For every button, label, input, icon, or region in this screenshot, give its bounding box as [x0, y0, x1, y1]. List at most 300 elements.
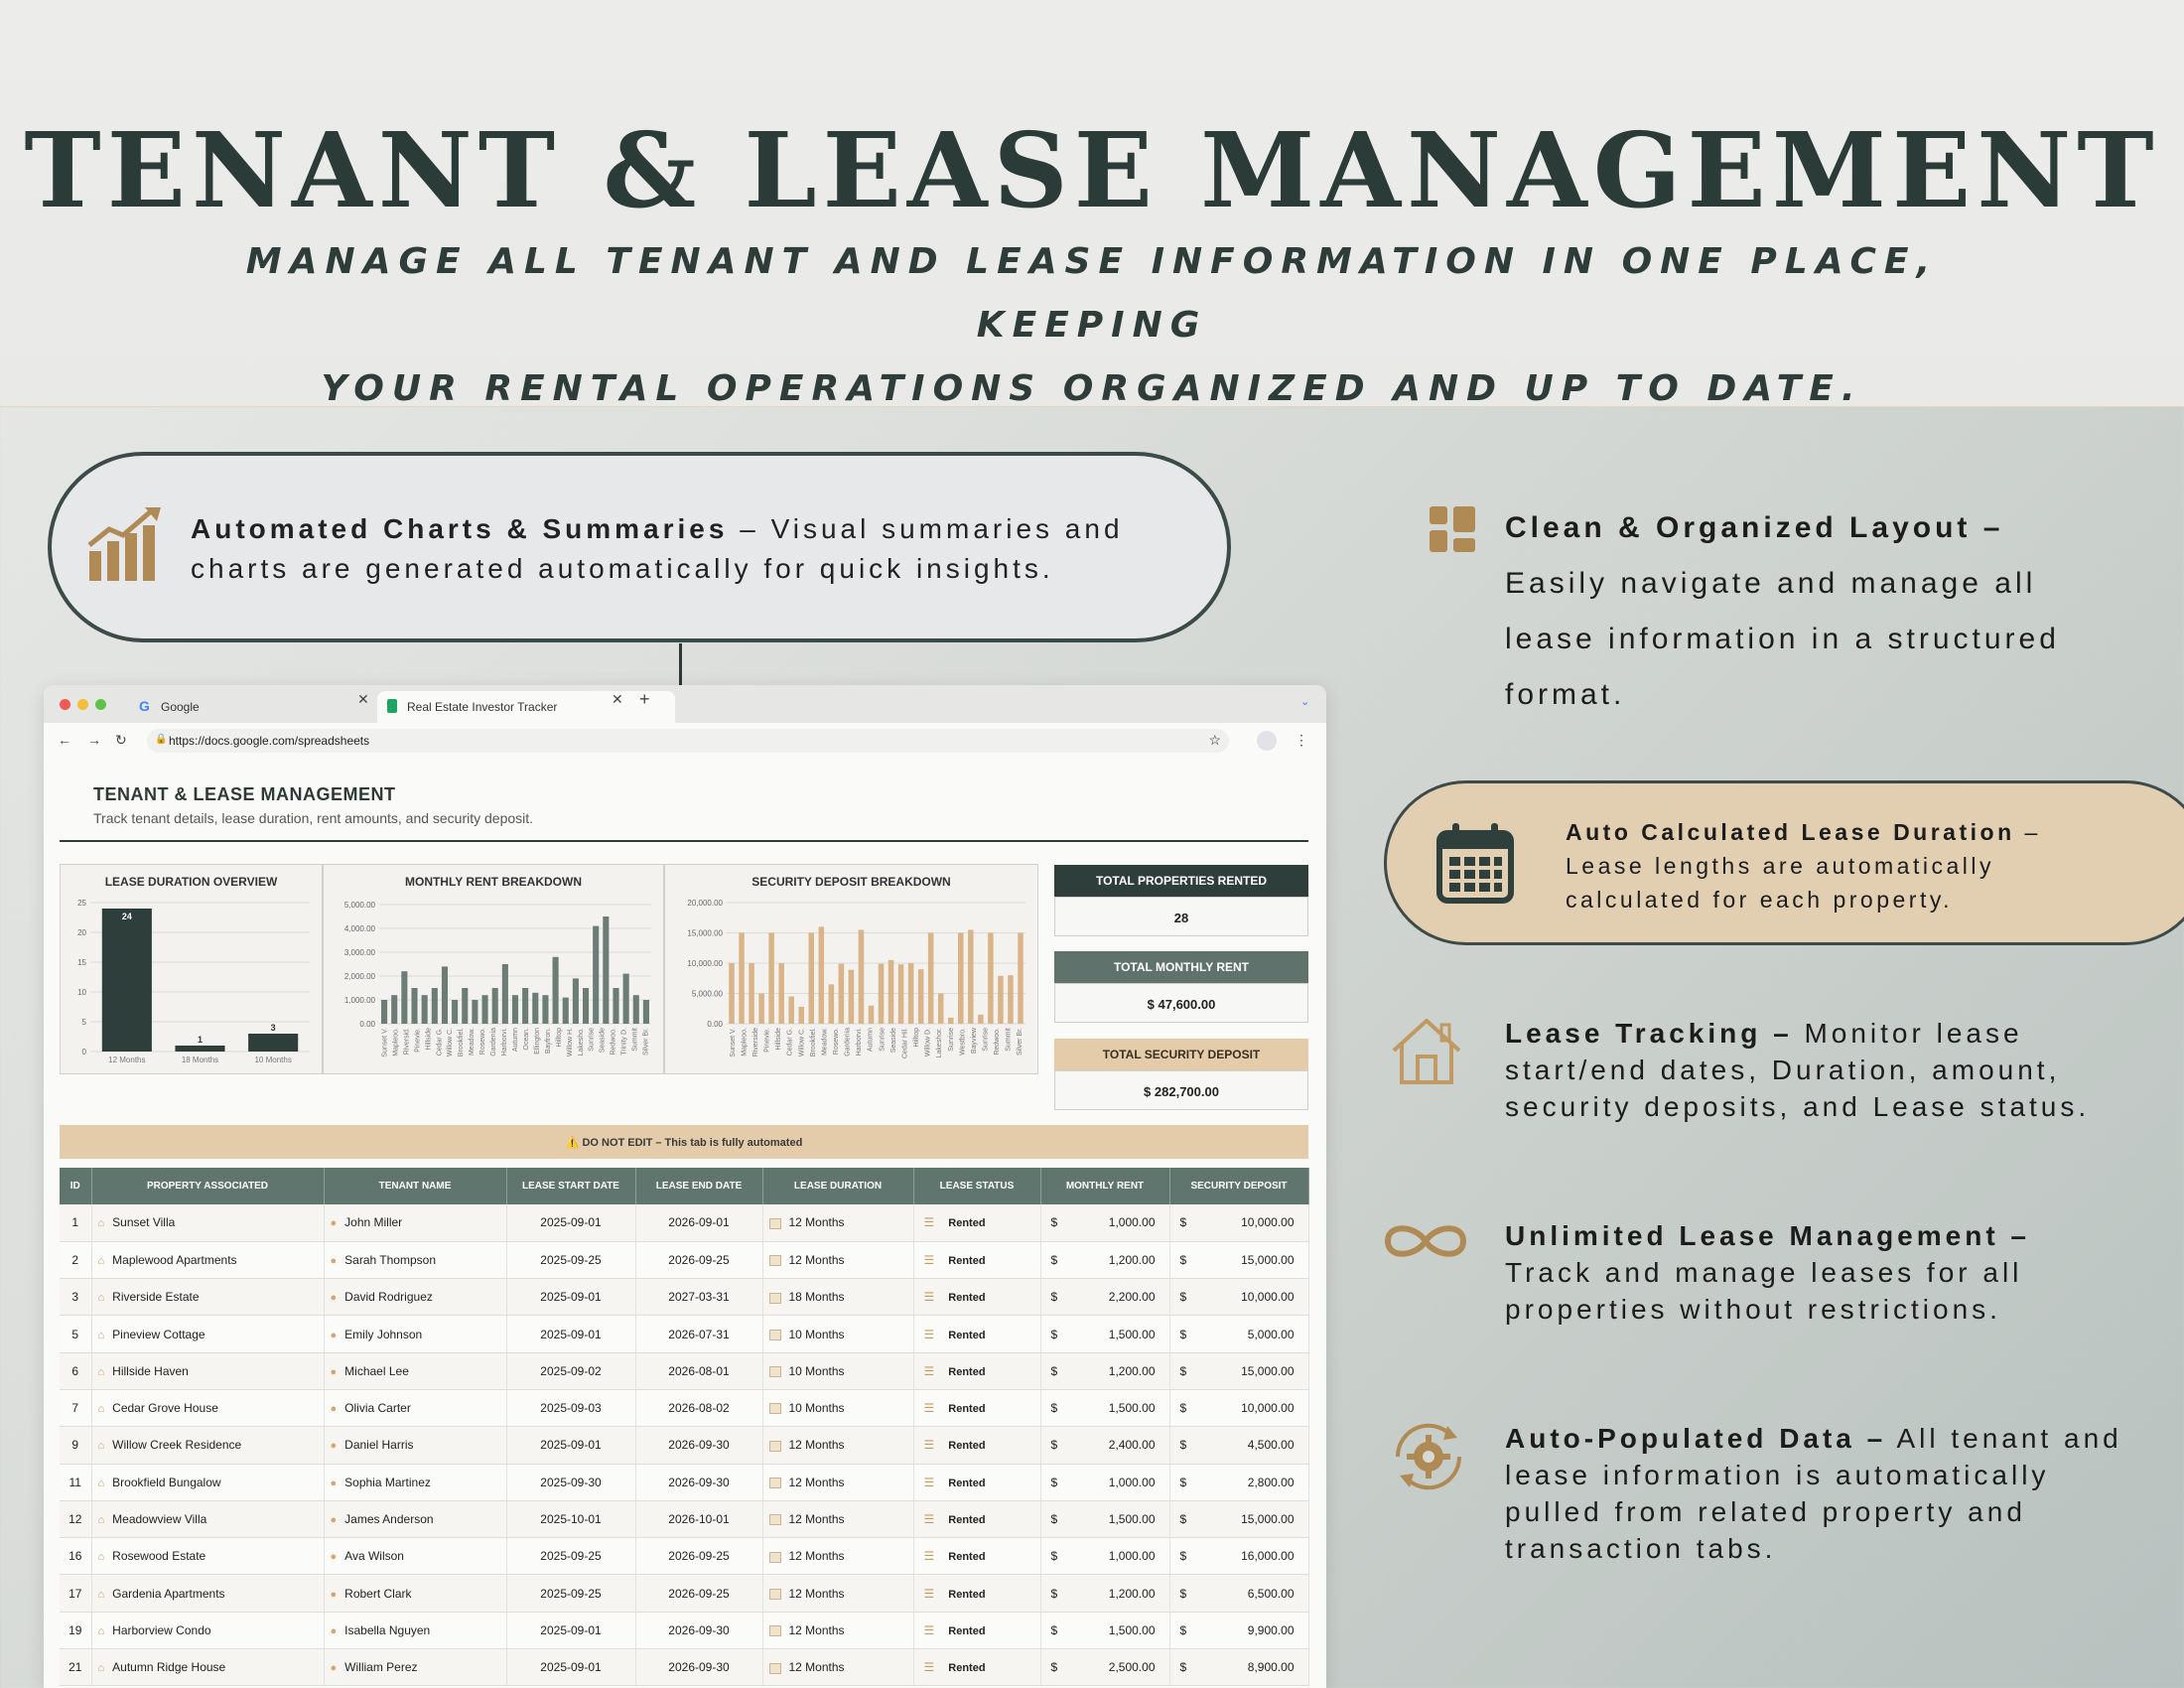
cell-property[interactable] — [91, 1316, 324, 1352]
col-header-id[interactable]: ID — [60, 1168, 91, 1204]
house-icon: ⌂ — [97, 1365, 105, 1378]
house-icon: ⌂ — [97, 1440, 105, 1453]
x-tick-label: Sunrise — [879, 1028, 887, 1052]
rent-amount: 1,500.00 — [1108, 1512, 1156, 1527]
cell-end-date[interactable]: 2026-09-30 — [635, 1649, 762, 1686]
bar — [1008, 975, 1014, 1024]
browser-tab-google[interactable] — [131, 691, 359, 723]
cell-end-date[interactable]: 2026-10-01 — [635, 1500, 762, 1537]
x-tick-label: Rosewo. — [832, 1028, 840, 1055]
x-tick-label: Ellington — [533, 1028, 541, 1055]
bar — [472, 1000, 478, 1024]
cell-duration[interactable] — [762, 1500, 913, 1537]
table-row[interactable] — [60, 1279, 1308, 1316]
cell-property[interactable] — [91, 1427, 324, 1464]
property-name: Harborview Condo — [112, 1622, 211, 1637]
bar — [938, 994, 944, 1025]
status-text: Rented — [948, 1662, 986, 1675]
cell-security-deposit[interactable] — [1169, 1241, 1308, 1278]
cell-property[interactable] — [91, 1612, 324, 1648]
cell-monthly-rent[interactable] — [1040, 1427, 1169, 1464]
cell-status[interactable] — [913, 1538, 1040, 1575]
cell-security-deposit[interactable] — [1169, 1316, 1308, 1352]
table-row[interactable] — [60, 1464, 1308, 1500]
cell-duration[interactable] — [762, 1575, 913, 1612]
cell-end-date[interactable]: 2026-07-31 — [635, 1316, 762, 1352]
sheet-title: TENANT & LEASE MANAGEMENT — [93, 784, 396, 804]
rent-amount: 1,200.00 — [1108, 1586, 1156, 1601]
lease-table — [60, 1168, 1309, 1686]
deposit-amount: 10,000.00 — [1241, 1215, 1295, 1230]
table-header-row — [60, 1168, 1308, 1204]
bar — [553, 957, 559, 1024]
cell-tenant[interactable] — [324, 1204, 506, 1241]
y-tick-label: 15,000.00 — [687, 928, 723, 938]
cell-status[interactable] — [913, 1612, 1040, 1648]
duration-text: 10 Months — [788, 1327, 845, 1341]
table-row[interactable] — [60, 1352, 1308, 1389]
cell-duration[interactable] — [762, 1352, 913, 1389]
y-tick-label: 10,000.00 — [687, 959, 723, 968]
close-window-button[interactable] — [60, 699, 70, 710]
more-options-icon[interactable]: ⋮ — [1295, 732, 1308, 748]
cell-tenant[interactable] — [324, 1500, 506, 1537]
money-wrapper — [1170, 1253, 1308, 1267]
cell-start-date[interactable]: 2025-09-25 — [506, 1575, 635, 1612]
calendar-icon — [769, 1514, 781, 1525]
cell-status[interactable] — [913, 1427, 1040, 1464]
money-wrapper — [1041, 1512, 1169, 1526]
cell-status[interactable] — [913, 1279, 1040, 1316]
deposit-amount: 6,500.00 — [1247, 1586, 1295, 1601]
cell-property[interactable] — [91, 1649, 324, 1686]
table-row[interactable] — [60, 1649, 1308, 1686]
x-tick-label: Hillside — [425, 1028, 433, 1051]
x-tick-label: Brookfiel. — [458, 1028, 466, 1057]
col-header-end-date[interactable]: LEASE END DATE — [635, 1168, 762, 1204]
url-text: https://docs.google.com/spreadsheets — [169, 734, 370, 748]
currency-symbol: $ — [1179, 1660, 1187, 1675]
currency-symbol: $ — [1050, 1586, 1058, 1601]
cell-monthly-rent[interactable] — [1040, 1538, 1169, 1575]
table-row[interactable] — [60, 1427, 1308, 1464]
cell-security-deposit[interactable] — [1169, 1389, 1308, 1426]
cell-duration[interactable] — [762, 1241, 913, 1278]
deposit-amount: 9,900.00 — [1247, 1622, 1295, 1637]
kpi-value-monthly-rent: $ 47,600.00 — [1054, 983, 1308, 1023]
money-wrapper — [1041, 1401, 1169, 1415]
kpi-label-security-deposit: TOTAL SECURITY DEPOSIT — [1054, 1039, 1308, 1070]
money-wrapper — [1170, 1476, 1308, 1489]
cell-start-date[interactable]: 2025-09-30 — [506, 1464, 635, 1500]
cell-security-deposit[interactable] — [1169, 1538, 1308, 1575]
bar — [492, 988, 498, 1024]
kpi-value-properties: 28 — [1054, 897, 1308, 936]
cell-duration[interactable] — [762, 1389, 913, 1426]
bar — [502, 964, 508, 1024]
x-tick-label: Willow C. — [447, 1028, 455, 1057]
property-name: Sunset Villa — [112, 1215, 176, 1230]
cell-id[interactable]: 5 — [60, 1316, 91, 1352]
y-tick-label: 15 — [77, 958, 86, 967]
cell-tenant[interactable] — [324, 1427, 506, 1464]
tenant-name: Sarah Thompson — [344, 1252, 436, 1267]
bar — [869, 1006, 875, 1024]
cell-property[interactable] — [91, 1389, 324, 1426]
cell-status[interactable] — [913, 1649, 1040, 1686]
tenant-name: Isabella Nguyen — [344, 1622, 431, 1637]
tenant-name: Daniel Harris — [344, 1438, 414, 1453]
browser-tab-tracker[interactable] — [377, 691, 675, 723]
cell-property[interactable] — [91, 1279, 324, 1316]
cell-tenant[interactable] — [324, 1352, 506, 1389]
new-tab-icon[interactable]: + — [639, 689, 650, 709]
cell-duration[interactable] — [762, 1649, 913, 1686]
cell-start-date[interactable]: 2025-09-01 — [506, 1649, 635, 1686]
cell-monthly-rent[interactable] — [1040, 1389, 1169, 1426]
cell-security-deposit[interactable] — [1169, 1464, 1308, 1500]
currency-symbol: $ — [1179, 1363, 1187, 1378]
duration-text: 12 Months — [788, 1512, 845, 1527]
bar — [633, 995, 639, 1024]
chart-title-security-deposit: SECURITY DEPOSIT BREAKDOWN — [751, 875, 951, 889]
table-row[interactable] — [60, 1500, 1308, 1537]
currency-symbol: $ — [1050, 1438, 1058, 1453]
col-header-tenant[interactable]: TENANT NAME — [324, 1168, 506, 1204]
cell-property[interactable] — [91, 1500, 324, 1537]
cell-end-date[interactable]: 2026-08-02 — [635, 1389, 762, 1426]
currency-symbol: $ — [1050, 1327, 1058, 1341]
cell-start-date[interactable]: 2025-09-25 — [506, 1241, 635, 1278]
cell-monthly-rent[interactable] — [1040, 1575, 1169, 1612]
feature-lease-tracking-heading: Lease Tracking – — [1505, 1018, 1793, 1049]
cell-end-date[interactable]: 2026-09-01 — [635, 1204, 762, 1241]
gear-sync-icon — [1390, 1418, 1467, 1495]
x-tick-label: Meadow. — [469, 1028, 477, 1056]
callout-body: – Visual summaries and charts are generated automatically for quick insights. — [191, 513, 1124, 584]
x-tick-label: Ocean. — [522, 1028, 530, 1051]
house-icon: ⌂ — [97, 1514, 105, 1527]
bar — [401, 971, 407, 1024]
table-row[interactable] — [60, 1204, 1308, 1241]
table-row[interactable] — [60, 1612, 1308, 1648]
bar — [583, 988, 589, 1024]
cell-start-date[interactable]: 2025-09-01 — [506, 1427, 635, 1464]
calendar-icon — [769, 1441, 781, 1452]
cell-end-date[interactable]: 2027-03-31 — [635, 1279, 762, 1316]
cell-monthly-rent[interactable] — [1040, 1612, 1169, 1648]
cell-end-date[interactable]: 2026-09-30 — [635, 1427, 762, 1464]
cell-security-deposit[interactable] — [1169, 1500, 1308, 1537]
feature-clean-layout-line-3: format. — [1505, 678, 1626, 711]
feature-auto-populated-body: All tenant and lease information is automatically pulled from related property and transaction tabs. — [1505, 1423, 2122, 1564]
table-row[interactable] — [60, 1389, 1308, 1426]
x-tick-label: Willow D. — [924, 1028, 932, 1057]
cell-start-date[interactable]: 2025-09-02 — [506, 1352, 635, 1389]
callout-lease-duration-text — [1566, 815, 2121, 916]
x-tick-label: Lakesho. — [577, 1028, 585, 1056]
close-tab-tracker-icon[interactable]: ✕ — [612, 691, 623, 707]
cell-id[interactable]: 1 — [60, 1204, 91, 1241]
bar — [749, 963, 754, 1024]
cell-start-date[interactable]: 2025-09-25 — [506, 1538, 635, 1575]
rent-amount: 1,500.00 — [1108, 1622, 1156, 1637]
cell-tenant[interactable] — [324, 1575, 506, 1612]
person-icon: ● — [330, 1329, 338, 1341]
cell-monthly-rent[interactable] — [1040, 1279, 1169, 1316]
cell-id[interactable]: 7 — [60, 1389, 91, 1426]
money-wrapper — [1041, 1623, 1169, 1637]
cell-end-date[interactable]: 2026-09-25 — [635, 1241, 762, 1278]
table-row[interactable] — [60, 1241, 1308, 1278]
status-text: Rented — [948, 1329, 986, 1341]
status-text: Rented — [948, 1365, 986, 1378]
x-tick-label: Harborvi. — [501, 1028, 509, 1056]
house-icon: ⌂ — [97, 1217, 105, 1230]
house-icon: ⌂ — [97, 1329, 105, 1341]
do-not-edit-banner: ⚠️ DO NOT EDIT – This tab is fully automated — [60, 1125, 1308, 1159]
cell-id[interactable]: 6 — [60, 1352, 91, 1389]
chart-title-lease-duration: LEASE DURATION OVERVIEW — [104, 875, 278, 889]
cell-tenant[interactable] — [324, 1241, 506, 1278]
status-text: Rented — [948, 1440, 986, 1453]
status-text: Rented — [948, 1292, 986, 1305]
money-wrapper — [1170, 1587, 1308, 1601]
currency-symbol: $ — [1179, 1475, 1187, 1489]
house-icon: ⌂ — [97, 1624, 105, 1637]
cell-end-date[interactable]: 2026-09-30 — [635, 1464, 762, 1500]
cell-id[interactable]: 16 — [60, 1538, 91, 1575]
bar — [859, 929, 865, 1024]
currency-symbol: $ — [1179, 1438, 1187, 1453]
forward-icon[interactable]: → — [87, 732, 101, 748]
cell-status[interactable] — [913, 1389, 1040, 1426]
cell-tenant[interactable] — [324, 1649, 506, 1686]
tenant-name: Emily Johnson — [344, 1327, 423, 1341]
cell-property[interactable] — [91, 1464, 324, 1500]
col-header-duration[interactable]: LEASE DURATION — [762, 1168, 913, 1204]
col-header-monthly-rent[interactable]: MONTHLY RENT — [1040, 1168, 1169, 1204]
rent-amount: 2,200.00 — [1108, 1290, 1156, 1305]
cell-id[interactable]: 2 — [60, 1241, 91, 1278]
money-wrapper — [1041, 1476, 1169, 1489]
cell-start-date[interactable]: 2025-09-01 — [506, 1316, 635, 1352]
cell-monthly-rent[interactable] — [1040, 1649, 1169, 1686]
cell-security-deposit[interactable] — [1169, 1575, 1308, 1612]
cell-start-date[interactable]: 2025-10-01 — [506, 1500, 635, 1537]
cell-id[interactable]: 12 — [60, 1500, 91, 1537]
cell-tenant[interactable] — [324, 1612, 506, 1648]
sheets-icon — [387, 699, 397, 713]
cell-duration[interactable] — [762, 1538, 913, 1575]
close-tab-google-icon[interactable]: ✕ — [357, 691, 369, 707]
cell-end-date[interactable]: 2026-08-01 — [635, 1352, 762, 1389]
back-icon[interactable]: ← — [58, 732, 71, 748]
bar — [573, 978, 579, 1024]
bar — [879, 964, 885, 1024]
cell-monthly-rent[interactable] — [1040, 1464, 1169, 1500]
person-icon: ● — [330, 1624, 338, 1637]
cell-status[interactable] — [913, 1500, 1040, 1537]
status-text: Rented — [948, 1551, 986, 1564]
x-tick-label: Rosewo. — [479, 1028, 487, 1055]
cell-monthly-rent[interactable] — [1040, 1352, 1169, 1389]
cell-id[interactable]: 19 — [60, 1612, 91, 1648]
x-tick-label: Pinevie. — [763, 1028, 771, 1053]
table-row[interactable] — [60, 1575, 1308, 1612]
tenant-name: Olivia Carter — [344, 1401, 411, 1416]
cell-duration[interactable] — [762, 1612, 913, 1648]
rent-amount: 1,000.00 — [1108, 1215, 1156, 1230]
currency-symbol: $ — [1179, 1549, 1187, 1564]
list-icon: ☰ — [923, 1660, 935, 1675]
x-tick-label: Mapleoo. — [741, 1028, 749, 1056]
cell-property[interactable] — [91, 1538, 324, 1575]
money-wrapper — [1041, 1364, 1169, 1378]
person-icon: ● — [330, 1662, 338, 1675]
cell-status[interactable] — [913, 1241, 1040, 1278]
currency-symbol: $ — [1050, 1660, 1058, 1675]
calendar-icon — [1436, 823, 1514, 905]
cell-security-deposit[interactable] — [1169, 1649, 1308, 1686]
x-tick-label: Riversid. — [403, 1028, 411, 1055]
cell-end-date[interactable]: 2026-09-30 — [635, 1612, 762, 1648]
feature-unlimited-body: Track and manage leases for all properties without restrictions. — [1505, 1257, 2023, 1325]
cell-end-date[interactable]: 2026-09-25 — [635, 1575, 762, 1612]
x-tick-label: Hilltop — [555, 1028, 563, 1048]
cell-id[interactable]: 3 — [60, 1279, 91, 1316]
cell-id[interactable]: 11 — [60, 1464, 91, 1500]
data-label: 1 — [197, 1035, 204, 1045]
col-header-security-deposit[interactable]: SECURITY DEPOSIT — [1169, 1168, 1308, 1204]
cell-monthly-rent[interactable] — [1040, 1204, 1169, 1241]
maximize-window-button[interactable] — [95, 699, 106, 710]
calendar-icon — [769, 1663, 781, 1674]
x-tick-label: Willow C. — [798, 1028, 806, 1057]
cell-status[interactable] — [913, 1204, 1040, 1241]
bar — [381, 1000, 387, 1024]
bar — [623, 974, 629, 1024]
cell-security-deposit[interactable] — [1169, 1204, 1308, 1241]
table-row[interactable] — [60, 1538, 1308, 1575]
profile-avatar[interactable] — [1257, 731, 1277, 751]
reload-icon[interactable]: ↻ — [115, 732, 127, 748]
currency-symbol: $ — [1179, 1622, 1187, 1637]
cell-end-date[interactable]: 2026-09-25 — [635, 1538, 762, 1575]
cell-status[interactable] — [913, 1575, 1040, 1612]
cell-security-deposit[interactable] — [1169, 1612, 1308, 1648]
cell-tenant[interactable] — [324, 1464, 506, 1500]
address-bar — [44, 723, 1326, 759]
deposit-amount: 4,500.00 — [1247, 1438, 1295, 1453]
bar — [411, 988, 417, 1024]
cell-monthly-rent[interactable] — [1040, 1316, 1169, 1352]
col-header-property[interactable]: PROPERTY ASSOCIATED — [91, 1168, 324, 1204]
cell-status[interactable] — [913, 1352, 1040, 1389]
cell-monthly-rent[interactable] — [1040, 1241, 1169, 1278]
minimize-window-button[interactable] — [77, 699, 88, 710]
calendar-icon — [769, 1625, 781, 1636]
cell-duration[interactable] — [762, 1204, 913, 1241]
cell-tenant[interactable] — [324, 1389, 506, 1426]
duration-text: 12 Months — [788, 1549, 845, 1564]
duration-text: 10 Months — [788, 1363, 845, 1378]
x-tick-label: Redwoo. — [994, 1028, 1002, 1055]
money-wrapper — [1041, 1660, 1169, 1674]
deposit-amount: 2,800.00 — [1247, 1475, 1295, 1489]
cell-tenant[interactable] — [324, 1279, 506, 1316]
cell-property[interactable] — [91, 1352, 324, 1389]
person-icon: ● — [330, 1477, 338, 1489]
cell-duration[interactable] — [762, 1464, 913, 1500]
cell-property[interactable] — [91, 1575, 324, 1612]
x-tick-label: Seaside — [599, 1028, 607, 1054]
cell-status[interactable] — [913, 1464, 1040, 1500]
col-header-start-date[interactable]: LEASE START DATE — [506, 1168, 635, 1204]
browser-window — [44, 685, 1326, 1688]
cell-security-deposit[interactable] — [1169, 1427, 1308, 1464]
cell-duration[interactable] — [762, 1427, 913, 1464]
feature-lease-tracking-body: Monitor lease start/end dates, Duration, amount, security deposits, and Lease status. — [1505, 1018, 2091, 1122]
x-tick-label: Silver Br. — [1017, 1028, 1024, 1056]
rent-amount: 1,200.00 — [1108, 1252, 1156, 1267]
cell-start-date[interactable]: 2025-09-03 — [506, 1389, 635, 1426]
bar — [482, 995, 488, 1024]
cell-id[interactable]: 17 — [60, 1575, 91, 1612]
url-field[interactable] — [147, 729, 1229, 753]
cell-monthly-rent[interactable] — [1040, 1500, 1169, 1537]
bar — [978, 1015, 984, 1024]
cell-id[interactable]: 9 — [60, 1427, 91, 1464]
money-wrapper — [1041, 1438, 1169, 1452]
money-wrapper — [1170, 1290, 1308, 1304]
cell-property[interactable] — [91, 1241, 324, 1278]
col-header-status[interactable]: LEASE STATUS — [913, 1168, 1040, 1204]
person-icon: ● — [330, 1514, 338, 1527]
cell-id[interactable]: 21 — [60, 1649, 91, 1686]
x-tick-label: Mapleoo. — [392, 1028, 400, 1056]
currency-symbol: $ — [1050, 1401, 1058, 1416]
cell-duration[interactable] — [762, 1279, 913, 1316]
security-deposit-chart — [664, 864, 1038, 1074]
deposit-amount: 10,000.00 — [1241, 1290, 1295, 1305]
cell-status[interactable] — [913, 1316, 1040, 1352]
cell-security-deposit[interactable] — [1169, 1279, 1308, 1316]
y-tick-label: 0 — [81, 1048, 86, 1056]
cell-start-date[interactable]: 2025-09-01 — [506, 1279, 635, 1316]
chevron-down-icon[interactable]: ⌄ — [1300, 696, 1310, 708]
x-tick-label: Summit — [631, 1028, 639, 1052]
currency-symbol: $ — [1179, 1586, 1187, 1601]
feature-auto-populated-heading: Auto-Populated Data – — [1505, 1423, 1887, 1454]
table-row[interactable] — [60, 1316, 1308, 1352]
cell-security-deposit[interactable] — [1169, 1352, 1308, 1389]
cell-start-date[interactable]: 2025-09-01 — [506, 1612, 635, 1648]
cell-tenant[interactable] — [324, 1538, 506, 1575]
cell-start-date[interactable]: 2025-09-01 — [506, 1204, 635, 1241]
callout-lease-duration-body: – Lease lengths are automatically calculated for each property. — [1566, 819, 2041, 913]
cell-duration[interactable] — [762, 1316, 913, 1352]
bar — [768, 933, 774, 1025]
bar — [391, 995, 397, 1024]
money-wrapper — [1041, 1290, 1169, 1304]
cell-property[interactable] — [91, 1204, 324, 1241]
cell-tenant[interactable] — [324, 1316, 506, 1352]
x-tick-label: Harborvi. — [856, 1028, 864, 1056]
bar — [758, 994, 764, 1025]
list-icon: ☰ — [923, 1401, 935, 1416]
star-icon[interactable]: ☆ — [1208, 732, 1221, 748]
